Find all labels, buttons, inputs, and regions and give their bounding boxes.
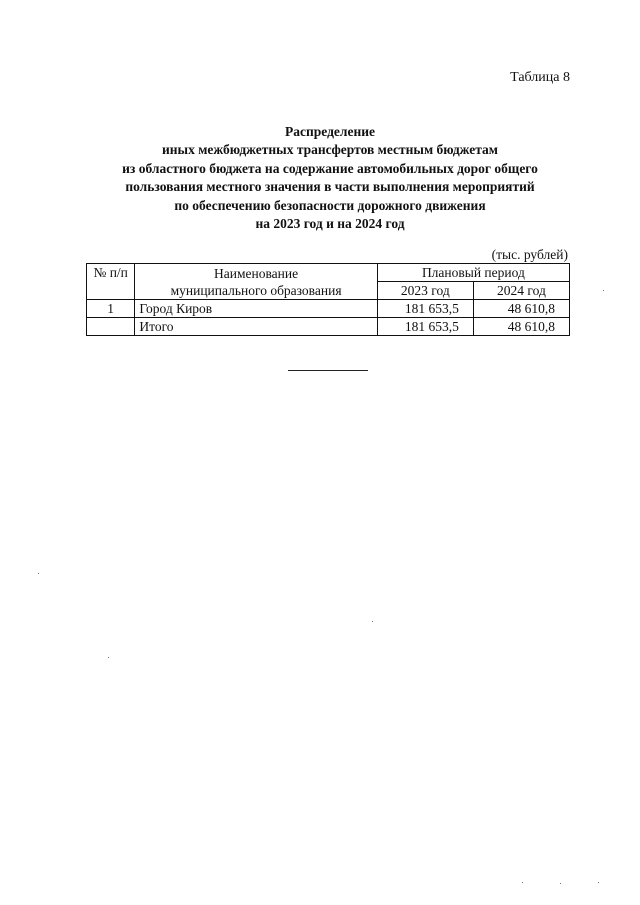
header-period: Плановый период	[377, 264, 569, 282]
header-year-2023: 2023 год	[377, 282, 473, 300]
end-divider	[288, 370, 368, 371]
table-number-label: Таблица 8	[510, 70, 570, 85]
scan-speck	[38, 573, 39, 574]
distribution-table	[86, 263, 570, 336]
header-name-line-1: Наименование	[214, 265, 299, 281]
title-line-5: по обеспечению безопасности дорожного движения	[174, 197, 486, 213]
scan-speck	[598, 882, 599, 883]
row-value-2024: 48 610,8	[473, 300, 569, 318]
header-name-line-2: муниципального образования	[170, 282, 342, 298]
total-value-2024: 48 610,8	[473, 318, 569, 336]
scan-speck	[108, 657, 109, 658]
row-name: Город Киров	[135, 300, 377, 318]
table-row	[87, 300, 570, 318]
scan-speck	[522, 882, 523, 883]
row-value-2023: 181 653,5	[377, 300, 473, 318]
document-title	[90, 123, 570, 233]
title-line-3: из областного бюджета на содержание автомобильных дорог общего	[122, 160, 538, 176]
units-label: (тыс. рублей)	[491, 247, 568, 262]
total-value-2023: 181 653,5	[377, 318, 473, 336]
title-line-2: иных межбюджетных трансфертов местным бюджетам	[162, 142, 498, 158]
scan-speck	[560, 883, 561, 884]
total-name: Итого	[135, 318, 377, 336]
table-total-row	[87, 318, 570, 336]
total-num	[87, 318, 135, 336]
row-num: 1	[87, 300, 135, 318]
scan-speck	[372, 621, 373, 622]
title-line-1: Распределение	[284, 124, 376, 139]
title-line-6: на 2023 год и на 2024 год	[255, 216, 405, 232]
header-num: № п/п	[87, 264, 135, 300]
scan-speck	[603, 290, 604, 291]
table-header-row	[87, 264, 570, 282]
title-line-4: пользования местного значения в части выполнения мероприятий	[125, 179, 535, 195]
header-year-2024: 2024 год	[473, 282, 569, 300]
header-name	[135, 264, 377, 300]
